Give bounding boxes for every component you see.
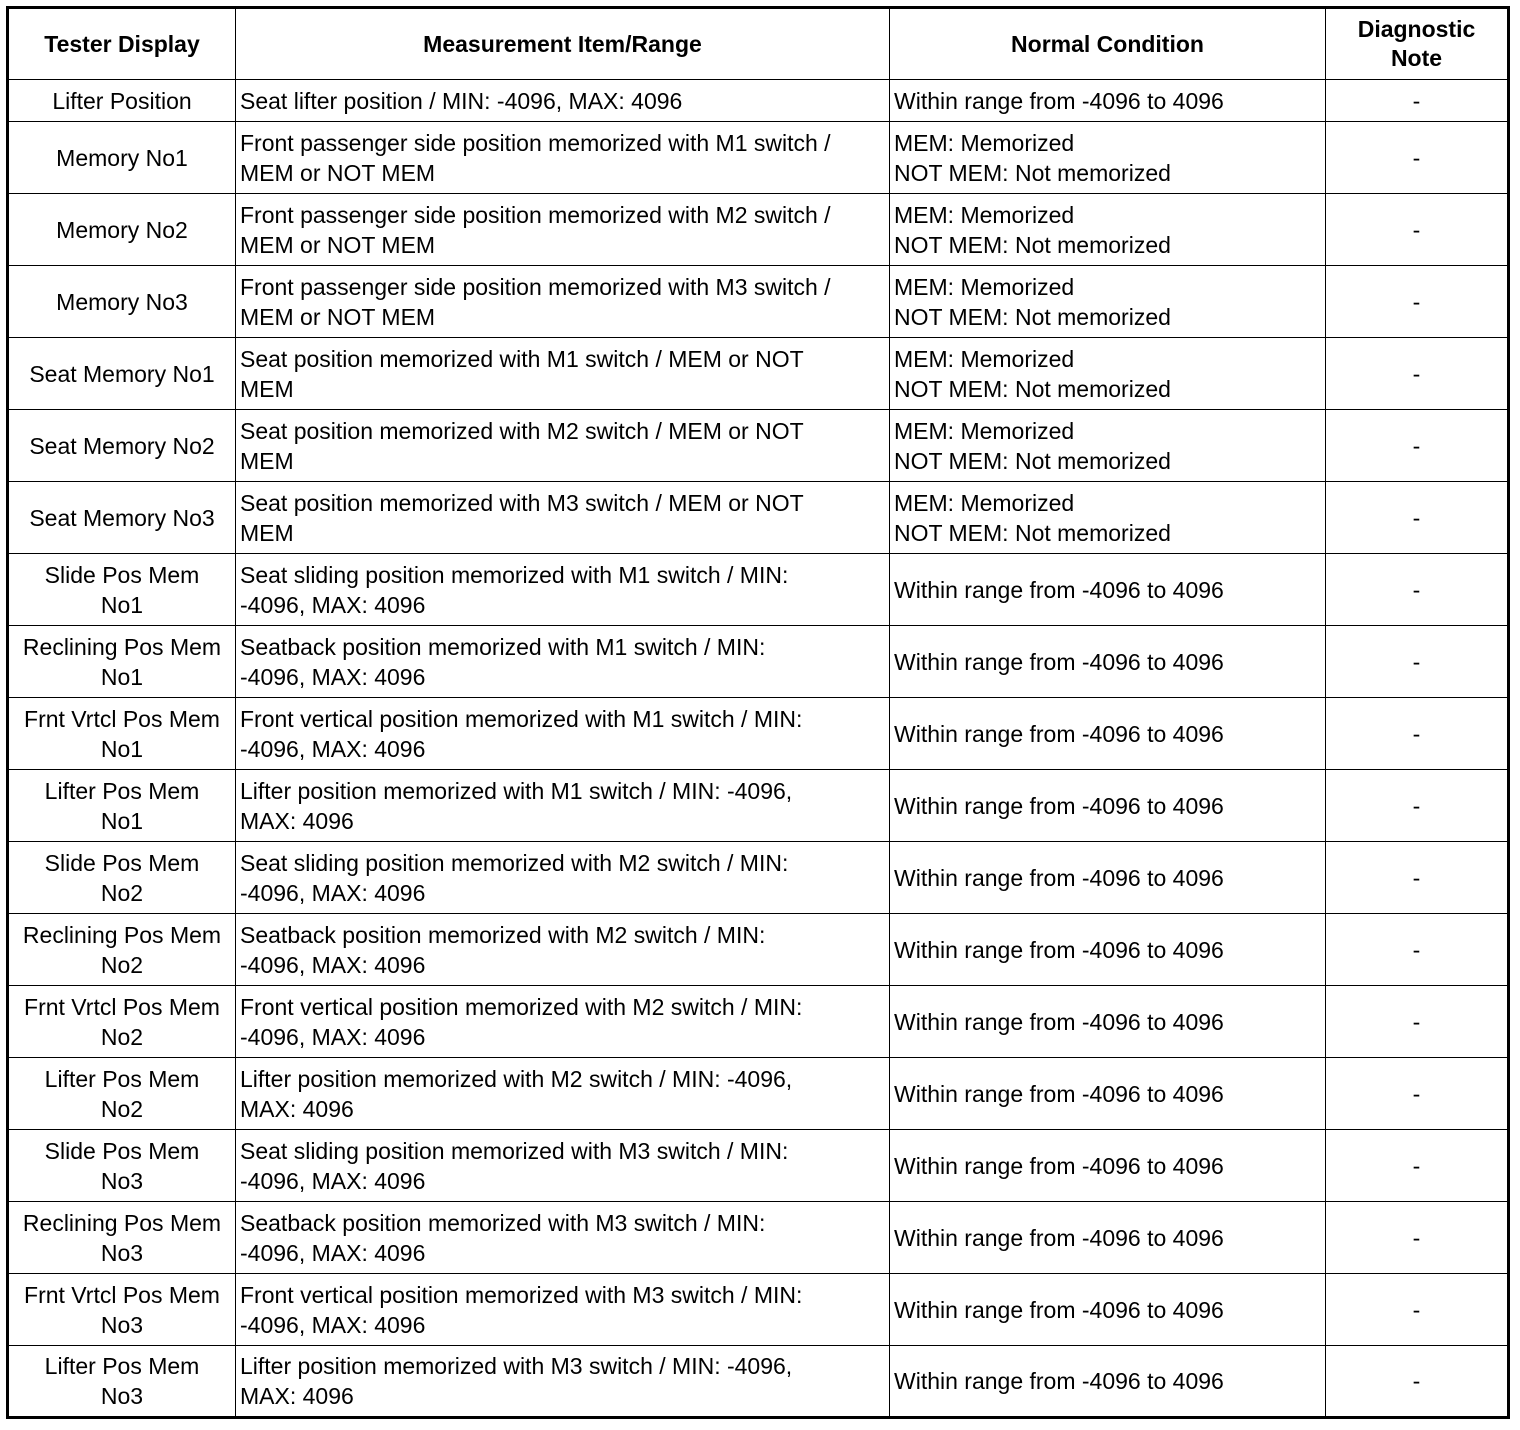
table-row [8,194,1509,266]
normal-condition-cell: Within range from -4096 to 4096 [890,1202,1326,1274]
normal-condition-cell: Within range from -4096 to 4096 [890,80,1326,122]
diagnostic-note-cell: - [1326,80,1509,122]
normal-condition-cell: MEM: Memorized NOT MEM: Not memorized [890,122,1326,194]
measurement-range-cell: Seat sliding position memorized with M2 switch / MIN: -4096, MAX: 4096 [236,842,890,914]
tester-display-cell: Frnt Vrtcl Pos Mem No1 [8,698,236,770]
normal-condition-cell: Within range from -4096 to 4096 [890,842,1326,914]
tester-display-cell: Seat Memory No3 [8,482,236,554]
table-row [8,554,1509,626]
table-row [8,986,1509,1058]
diagnostic-note-cell: - [1326,1202,1509,1274]
diagnostic-note-cell: - [1326,122,1509,194]
diagnostic-note-cell: - [1326,1274,1509,1346]
table-row [8,338,1509,410]
measurement-range-cell: Seat position memorized with M3 switch / MEM or NOT MEM [236,482,890,554]
normal-condition-cell: Within range from -4096 to 4096 [890,770,1326,842]
tester-display-cell: Lifter Pos Mem No2 [8,1058,236,1130]
table-row [8,482,1509,554]
diagnostic-note-cell: - [1326,554,1509,626]
table-row [8,122,1509,194]
diagnostic-note-cell: - [1326,626,1509,698]
normal-condition-cell: Within range from -4096 to 4096 [890,1130,1326,1202]
diagnostic-note-cell: - [1326,914,1509,986]
measurement-range-cell: Seat lifter position / MIN: -4096, MAX: 4096 [236,80,890,122]
table-row [8,698,1509,770]
diagnostic-note-cell: - [1326,842,1509,914]
tester-display-cell: Lifter Pos Mem No1 [8,770,236,842]
tester-display-cell: Memory No3 [8,266,236,338]
table-row [8,1130,1509,1202]
table-row [8,914,1509,986]
tester-display-cell: Lifter Position [8,80,236,122]
measurement-range-cell: Front passenger side position memorized with M3 switch / MEM or NOT MEM [236,266,890,338]
diagnostic-note-cell: - [1326,410,1509,482]
normal-condition-cell: Within range from -4096 to 4096 [890,1058,1326,1130]
tester-display-cell: Frnt Vrtcl Pos Mem No3 [8,1274,236,1346]
diagnostic-note-cell: - [1326,698,1509,770]
measurement-range-cell: Front passenger side position memorized with M1 switch / MEM or NOT MEM [236,122,890,194]
measurement-range-cell: Lifter position memorized with M2 switch / MIN: -4096, MAX: 4096 [236,1058,890,1130]
table-row [8,266,1509,338]
tester-display-cell: Memory No2 [8,194,236,266]
normal-condition-cell: Within range from -4096 to 4096 [890,1346,1326,1418]
measurement-range-cell: Seatback position memorized with M2 switch / MIN: -4096, MAX: 4096 [236,914,890,986]
header-normal-condition: Normal Condition [890,8,1326,80]
tester-display-cell: Slide Pos Mem No1 [8,554,236,626]
measurement-range-cell: Front vertical position memorized with M2 switch / MIN: -4096, MAX: 4096 [236,986,890,1058]
measurement-range-cell: Lifter position memorized with M1 switch / MIN: -4096, MAX: 4096 [236,770,890,842]
tester-display-cell: Lifter Pos Mem No3 [8,1346,236,1418]
measurement-range-cell: Seat sliding position memorized with M3 switch / MIN: -4096, MAX: 4096 [236,1130,890,1202]
measurement-range-cell: Lifter position memorized with M3 switch / MIN: -4096, MAX: 4096 [236,1346,890,1418]
tester-display-cell: Reclining Pos Mem No1 [8,626,236,698]
normal-condition-cell: Within range from -4096 to 4096 [890,1274,1326,1346]
table-row [8,80,1509,122]
normal-condition-cell: Within range from -4096 to 4096 [890,626,1326,698]
header-diagnostic-note: Diagnostic Note [1326,8,1509,80]
header-tester-display: Tester Display [8,8,236,80]
normal-condition-cell: MEM: Memorized NOT MEM: Not memorized [890,266,1326,338]
measurement-range-cell: Seat position memorized with M2 switch / MEM or NOT MEM [236,410,890,482]
tester-display-cell: Reclining Pos Mem No3 [8,1202,236,1274]
diagnostic-note-cell: - [1326,1058,1509,1130]
diagnostic-note-cell: - [1326,986,1509,1058]
normal-condition-cell: MEM: Memorized NOT MEM: Not memorized [890,482,1326,554]
data-table [6,6,1510,1419]
table-row [8,410,1509,482]
diagnostic-note-cell: - [1326,1130,1509,1202]
tester-display-cell: Slide Pos Mem No3 [8,1130,236,1202]
normal-condition-cell: MEM: Memorized NOT MEM: Not memorized [890,194,1326,266]
tester-display-cell: Reclining Pos Mem No2 [8,914,236,986]
diagnostic-note-cell: - [1326,338,1509,410]
table-row [8,770,1509,842]
tester-display-cell: Slide Pos Mem No2 [8,842,236,914]
measurement-range-cell: Front passenger side position memorized with M2 switch / MEM or NOT MEM [236,194,890,266]
normal-condition-cell: Within range from -4096 to 4096 [890,554,1326,626]
tester-display-cell: Frnt Vrtcl Pos Mem No2 [8,986,236,1058]
normal-condition-cell: Within range from -4096 to 4096 [890,914,1326,986]
table-row [8,1058,1509,1130]
diagnostic-note-cell: - [1326,266,1509,338]
measurement-range-cell: Front vertical position memorized with M1 switch / MIN: -4096, MAX: 4096 [236,698,890,770]
measurement-range-cell: Seat position memorized with M1 switch / MEM or NOT MEM [236,338,890,410]
diagnostic-note-cell: - [1326,1346,1509,1418]
table-row [8,626,1509,698]
table-row [8,842,1509,914]
tester-display-cell: Memory No1 [8,122,236,194]
measurement-range-cell: Front vertical position memorized with M3 switch / MIN: -4096, MAX: 4096 [236,1274,890,1346]
diagnostic-note-cell: - [1326,194,1509,266]
diagnostic-note-cell: - [1326,770,1509,842]
measurement-range-cell: Seatback position memorized with M3 switch / MIN: -4096, MAX: 4096 [236,1202,890,1274]
tester-display-cell: Seat Memory No1 [8,338,236,410]
tester-display-cell: Seat Memory No2 [8,410,236,482]
measurement-range-cell: Seat sliding position memorized with M1 switch / MIN: -4096, MAX: 4096 [236,554,890,626]
table-row [8,1274,1509,1346]
normal-condition-cell: MEM: Memorized NOT MEM: Not memorized [890,410,1326,482]
table-row [8,1202,1509,1274]
normal-condition-cell: Within range from -4096 to 4096 [890,698,1326,770]
normal-condition-cell: Within range from -4096 to 4096 [890,986,1326,1058]
normal-condition-cell: MEM: Memorized NOT MEM: Not memorized [890,338,1326,410]
header-row [8,8,1509,80]
diagnostic-note-cell: - [1326,482,1509,554]
measurement-range-cell: Seatback position memorized with M1 switch / MIN: -4096, MAX: 4096 [236,626,890,698]
header-measurement-item-range: Measurement Item/Range [236,8,890,80]
table-row [8,1346,1509,1418]
